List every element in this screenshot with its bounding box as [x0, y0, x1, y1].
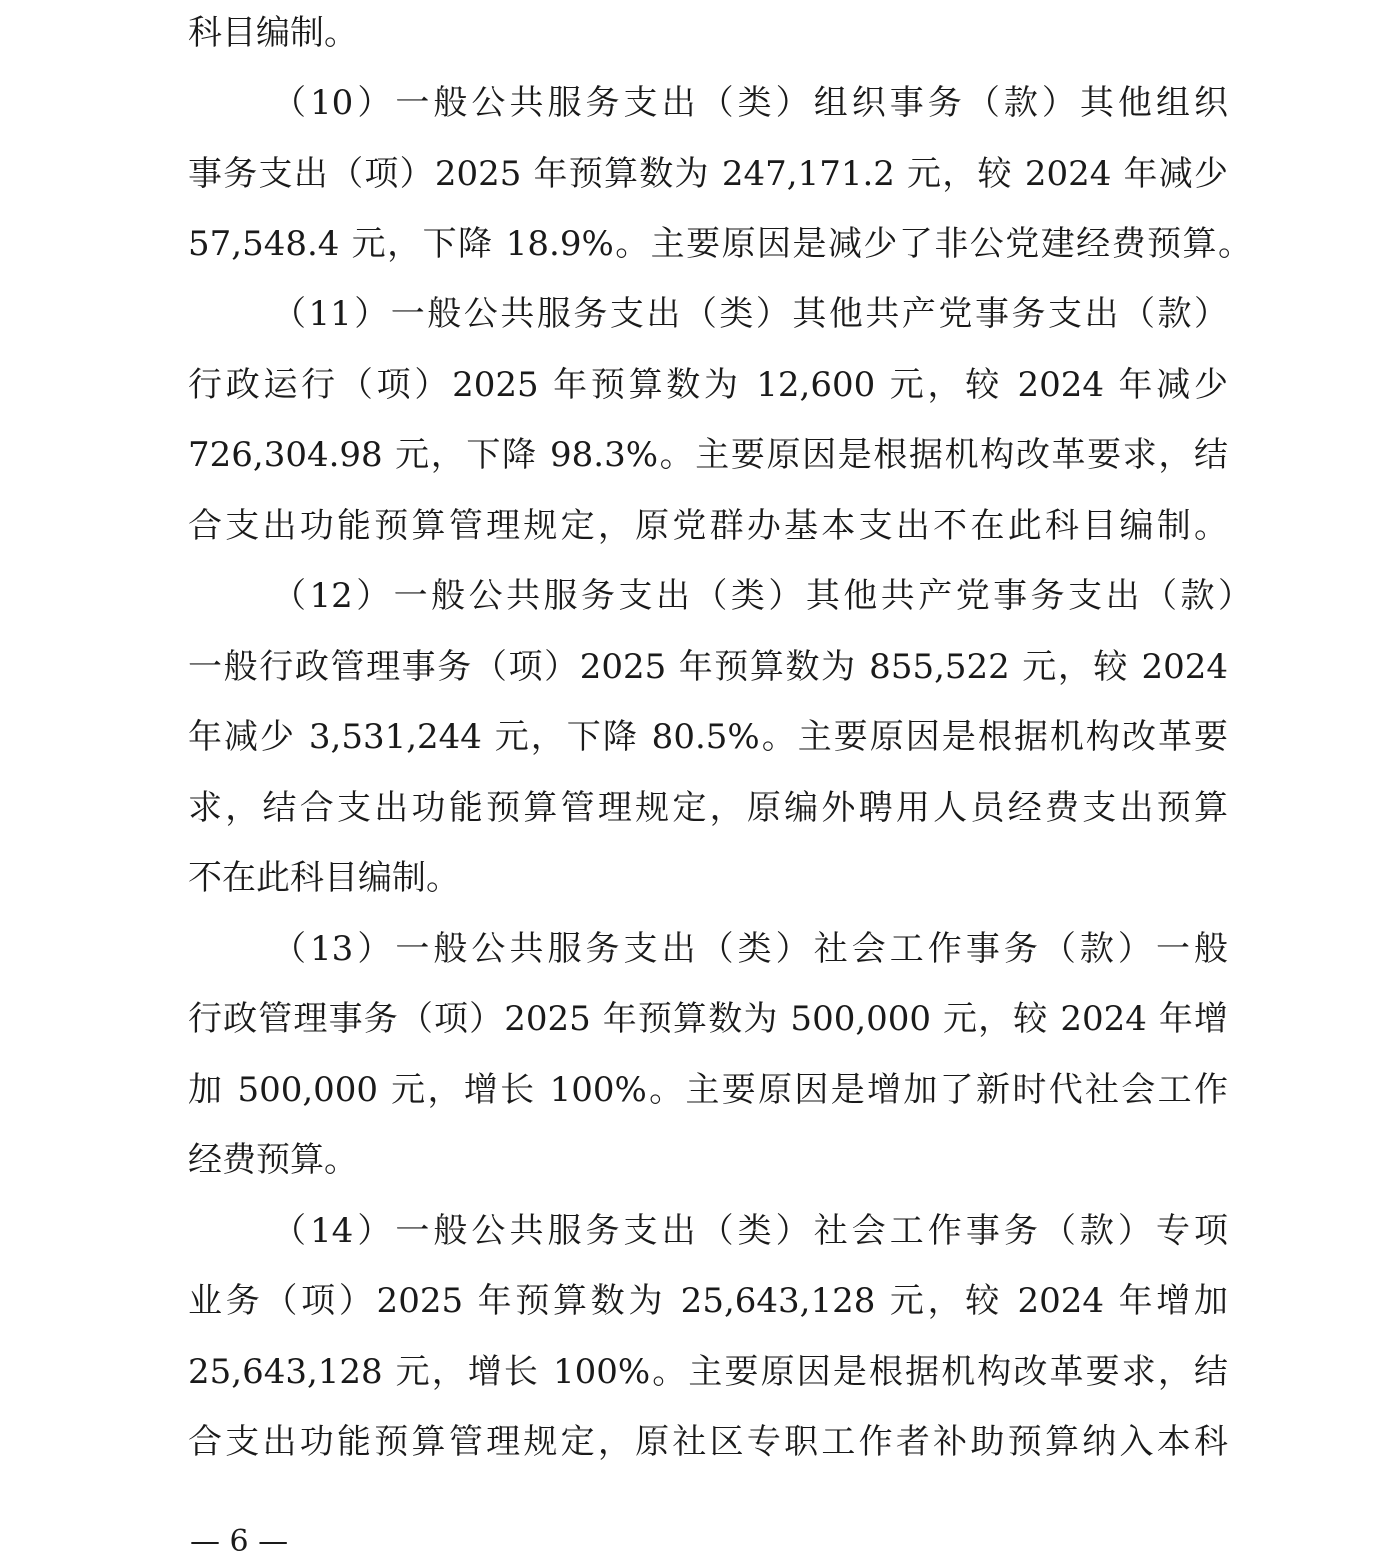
text-line: 合支出功能预算管理规定，原党群办基本支出不在此科目编制。 [188, 506, 1228, 546]
text-line: 合支出功能预算管理规定，原社区专职工作者补助预算纳入本科 [188, 1422, 1228, 1462]
page-number: — 6 — [190, 1524, 289, 1559]
text-line: 求，结合支出功能预算管理规定，原编外聘用人员经费支出预算 [188, 788, 1228, 828]
text-line: 事务支出（项）2025 年预算数为 247,171.2 元，较 2024 年减少 [188, 154, 1228, 194]
text-line: 726,304.98 元，下降 98.3%。主要原因是根据机构改革要求，结 [188, 435, 1228, 475]
text-line: 一般行政管理事务（项）2025 年预算数为 855,522 元，较 2024 [188, 647, 1228, 687]
text-line: 25,643,128 元，增长 100%。主要原因是根据机构改革要求，结 [188, 1352, 1228, 1392]
paragraph-14-line-1: （14）一般公共服务支出（类）社会工作事务（款）专项 [272, 1211, 1228, 1251]
paragraph-11-line-1: （11）一般公共服务支出（类）其他共产党事务支出（款） [272, 294, 1228, 334]
text-line: 行政运行（项）2025 年预算数为 12,600 元，较 2024 年减少 [188, 365, 1228, 405]
paragraph-10-line-1: （10）一般公共服务支出（类）组织事务（款）其他组织 [272, 83, 1228, 123]
text-line: 57,548.4 元，下降 18.9%。主要原因是减少了非公党建经费预算。 [188, 224, 1252, 264]
text-line: 经费预算。 [188, 1140, 358, 1180]
paragraph-12-line-1: （12）一般公共服务支出（类）其他共产党事务支出（款） [272, 576, 1252, 616]
text-line: 加 500,000 元，增长 100%。主要原因是增加了新时代社会工作 [188, 1070, 1228, 1110]
text-line: 行政管理事务（项）2025 年预算数为 500,000 元，较 2024 年增 [188, 999, 1228, 1039]
text-line: 业务（项）2025 年预算数为 25,643,128 元，较 2024 年增加 [188, 1281, 1228, 1321]
text-line: 科目编制。 [188, 13, 358, 53]
text-line: 年减少 3,531,244 元，下降 80.5%。主要原因是根据机构改革要 [188, 717, 1228, 757]
text-line: 不在此科目编制。 [188, 858, 460, 898]
paragraph-13-line-1: （13）一般公共服务支出（类）社会工作事务（款）一般 [272, 929, 1228, 969]
